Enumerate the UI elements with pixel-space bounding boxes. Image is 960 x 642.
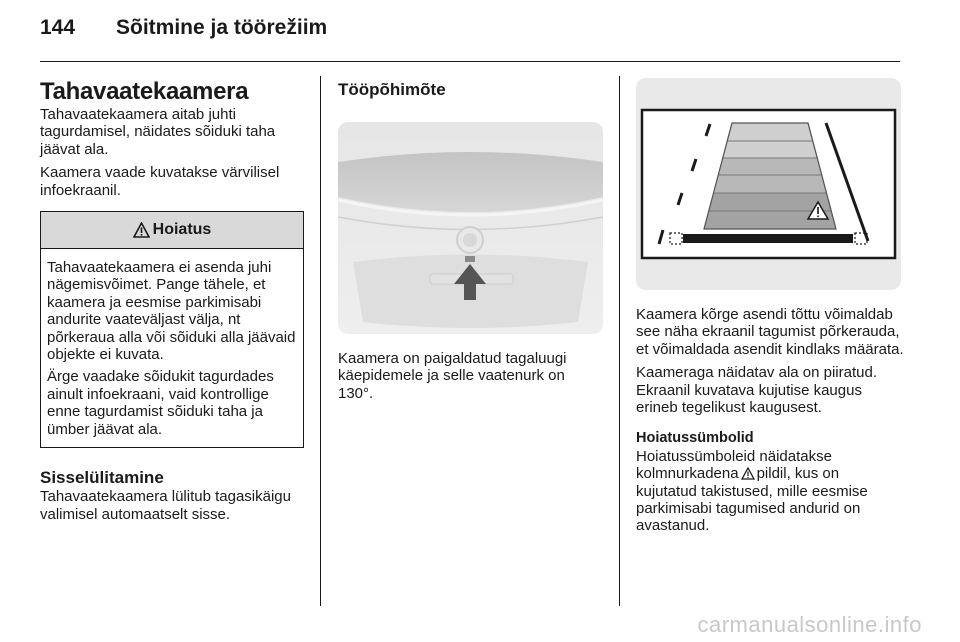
column-right bbox=[636, 78, 904, 541]
section-title: Tahavaatekaamera bbox=[40, 78, 249, 105]
warning-symbols-text-before: Hoiatussümboleid näidatakse kolmnurkadena bbox=[636, 447, 832, 483]
principle-title: Tööpõhimõte bbox=[338, 80, 446, 99]
column-divider-1 bbox=[320, 76, 321, 606]
column-divider-2 bbox=[619, 76, 620, 606]
column-left bbox=[40, 78, 304, 529]
intro-paragraph-1: Tahavaatekaamera aitab juhti tagurdamisel, näidates sõiduki taha jäävat ala. bbox=[40, 106, 276, 158]
warning-box bbox=[40, 211, 304, 448]
warning-paragraph-2: Ärge vaadake sõidukit tagurdades ainult infoekraani, vaid kontrollige enne tagurdamist sõiduki taha ja ümber jäävat ala. bbox=[47, 368, 274, 438]
warning-symbols-paragraph bbox=[636, 448, 904, 535]
column-middle bbox=[338, 78, 603, 408]
camera-position-paragraph: Kaamera kõrge asendi tõttu võimaldab see näha ekraanil tagumist põrkerauda, et võimaldada asendit kindlaks määrata. bbox=[636, 306, 904, 358]
camera-display-illustration bbox=[636, 78, 901, 290]
display-area-paragraph: Kaameraga näidatav ala on piiratud. Ekraanil kuvatava kujutise kaugus erineb tegelikust kaugusest. bbox=[636, 364, 877, 417]
chapter-title: Sõitmine ja töörežiim bbox=[116, 16, 328, 39]
activation-paragraph: Tahavaatekaamera lülitub tagasikäigu valimisel automaatselt sisse. bbox=[40, 488, 291, 523]
warning-label: Hoiatus bbox=[152, 221, 212, 239]
intro-paragraph-2: Kaamera vaade kuvatakse värvilisel infoekraanil. bbox=[40, 164, 280, 199]
warning-triangle-icon bbox=[133, 222, 150, 238]
warning-triangle-icon bbox=[741, 467, 755, 480]
tailgate-camera-illustration bbox=[338, 122, 603, 334]
header-rule bbox=[40, 61, 900, 62]
warning-box-body bbox=[41, 249, 303, 447]
watermark: carmanualsonline.info bbox=[697, 612, 922, 637]
warning-box-header bbox=[41, 212, 303, 249]
page-number: 144 bbox=[40, 16, 76, 39]
subsection-title: Sisselülitamine bbox=[40, 468, 164, 488]
camera-location-paragraph: Kaamera on paigaldatud tagaluugi käepidemele ja selle vaatenurk on 130°. bbox=[338, 350, 567, 402]
warning-symbols-heading: Hoiatussümbolid bbox=[636, 430, 754, 447]
warning-paragraph-1: Tahavaatekaamera ei asenda juhi nägemisvõimet. Pange tähele, et kaamera ja eesmise parkimisabi andurite vaateväljast välja, nt põrkeraua alla või sõiduki alla jäävaid objekte ei kuvata. bbox=[47, 259, 296, 364]
warning-symbols-text-after: pildil, kus on kujutatud takistused, mille eesmise parkimisabi tagumised andurid on avastanud. bbox=[636, 465, 868, 535]
